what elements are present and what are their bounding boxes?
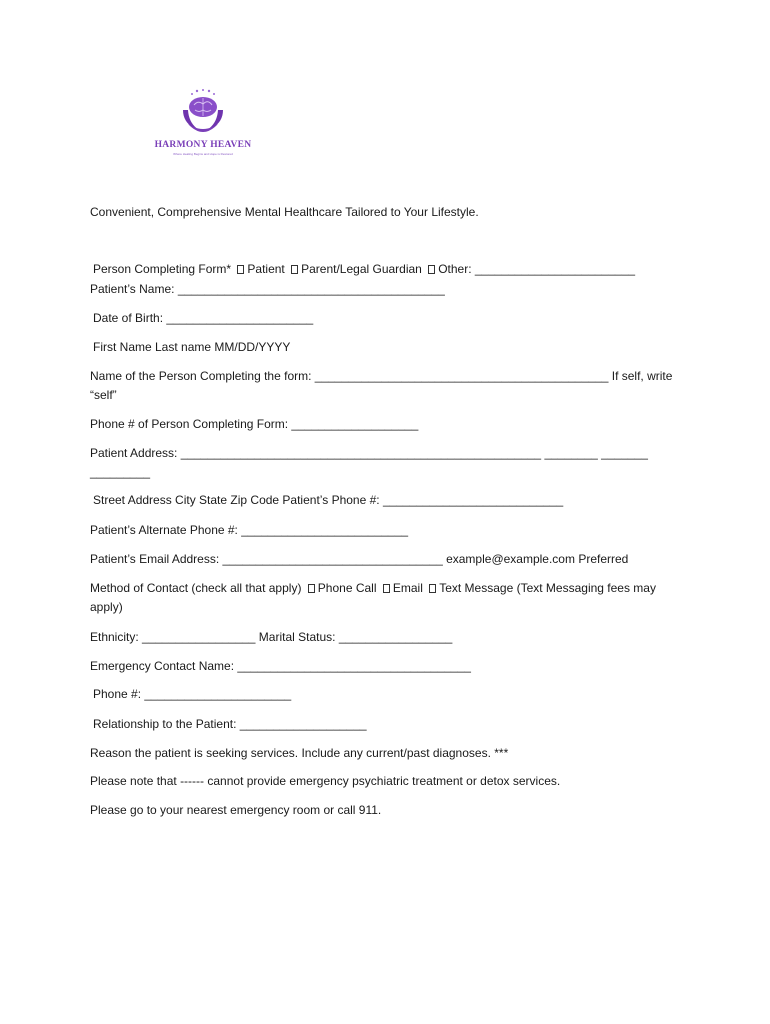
emergency-phone-field[interactable]: Phone #: ______________________	[93, 687, 292, 701]
option-text-message-label: Text Message (Text Messaging fees may apply)	[90, 581, 656, 614]
emergency-room-note: Please go to your nearest emergency room or call 911.	[90, 803, 382, 817]
page-tagline: Convenient, Comprehensive Mental Healthcare Tailored to Your Lifestyle.	[90, 205, 479, 219]
reason-for-services: Reason the patient is seeking services. Include any current/past diagnoses. ***	[90, 746, 509, 760]
checkbox-other[interactable]	[428, 265, 435, 274]
checkbox-text-message[interactable]	[429, 584, 436, 593]
checkbox-patient[interactable]	[237, 265, 244, 274]
contact-method-row	[90, 579, 680, 617]
option-guardian-label: Parent/Legal Guardian	[301, 262, 422, 276]
checkbox-email[interactable]	[383, 584, 390, 593]
checkbox-phone-call[interactable]	[308, 584, 315, 593]
option-phone-call-label: Phone Call	[317, 581, 377, 595]
name-dob-hint: First Name Last name MM/DD/YYYY	[93, 340, 291, 354]
checkbox-guardian[interactable]	[291, 265, 298, 274]
emergency-contact-name-field[interactable]: Emergency Contact Name: ___________________________________	[90, 659, 471, 673]
patient-address-field-continued[interactable]: _________	[90, 465, 151, 479]
dob-field[interactable]: Date of Birth: ______________________	[93, 311, 314, 325]
emergency-note: Please note that ------ cannot provide emergency psychiatric treatment or detox services.	[90, 774, 561, 788]
patient-address-field[interactable]: Patient Address: ______________________________________________________ ________ _______	[90, 446, 648, 460]
logo-wordmark: HARMONY HEAVEN	[154, 140, 252, 150]
person-completing-label: Person Completing Form*	[93, 262, 232, 276]
email-field[interactable]: Patient’s Email Address: _________________________________ example@example.com Preferred	[90, 552, 629, 566]
logo	[150, 88, 256, 162]
contact-method-label: Method of Contact (check all that apply)	[90, 581, 302, 595]
address-hint-patient-phone[interactable]: Street Address City State Zip Code Patient’s Phone #: ___________________________	[93, 493, 564, 507]
option-patient-label: Patient	[247, 262, 285, 276]
logo-tagline: Where Healing Begins and Hope is Restored	[173, 152, 233, 156]
option-email-label: Email	[392, 581, 423, 595]
option-other-label: Other: ________________________	[438, 262, 636, 276]
alternate-phone-field[interactable]: Patient’s Alternate Phone #: _________________________	[90, 523, 409, 537]
relationship-field[interactable]: Relationship to the Patient: ___________________	[93, 717, 367, 731]
name-person-completing-field[interactable]: Name of the Person Completing the form: ____________________________________________ If self, write “self”	[90, 369, 673, 402]
phone-person-completing-field[interactable]: Phone # of Person Completing Form: ___________________	[90, 417, 419, 431]
brain-hands-logo-icon	[150, 88, 256, 140]
person-completing-row	[93, 260, 635, 279]
ethnicity-marital-field[interactable]: Ethnicity: _________________ Marital Status: _________________	[90, 630, 453, 644]
patient-name-field[interactable]: Patient’s Name: ________________________________________	[90, 282, 445, 296]
